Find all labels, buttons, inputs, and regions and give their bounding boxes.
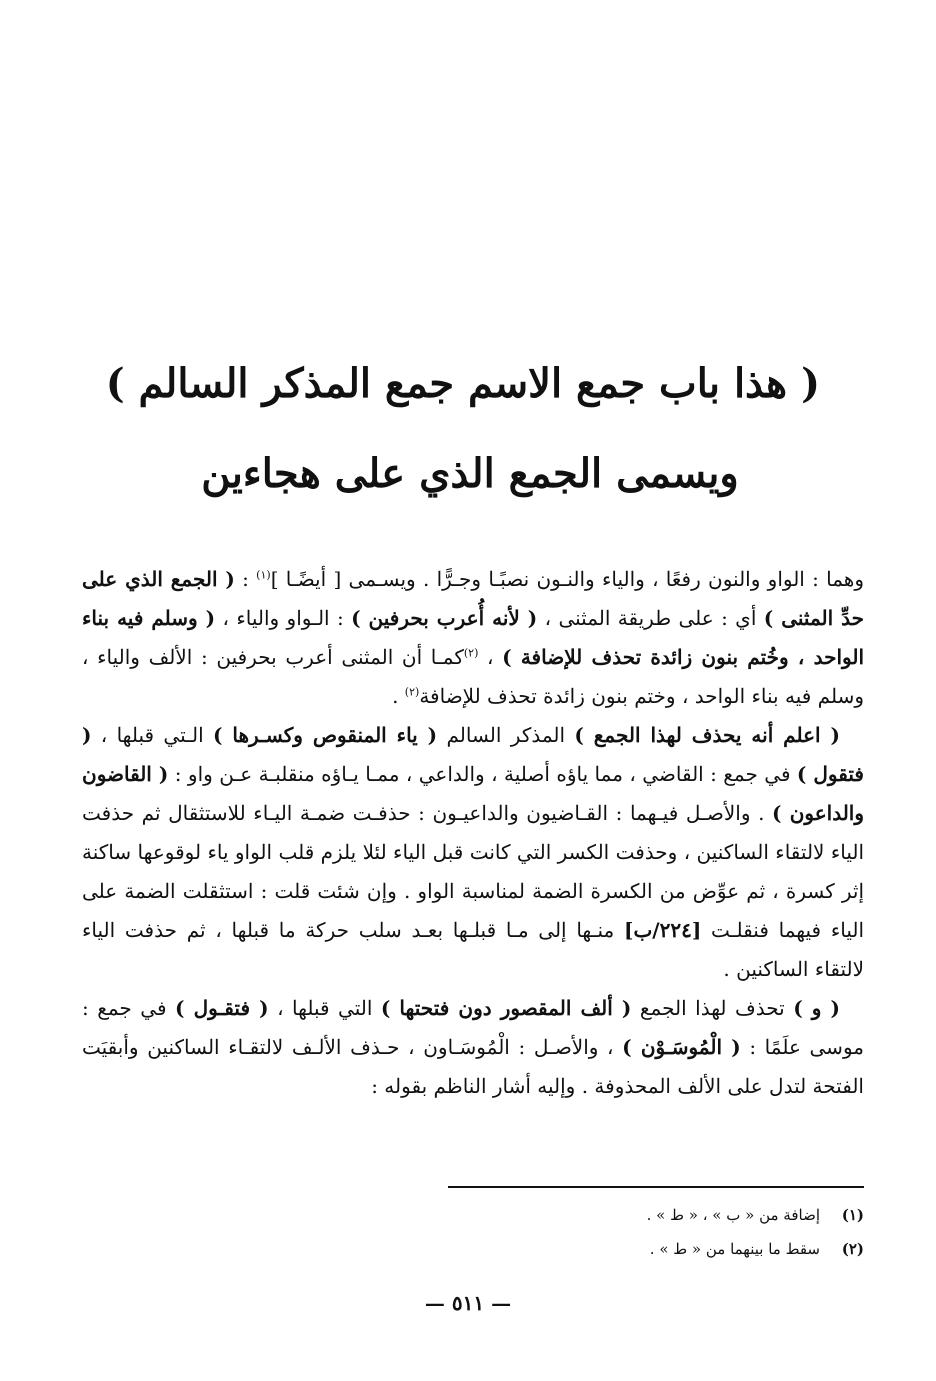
matn-text: [٢٢٤/ب] <box>624 918 702 942</box>
footnote-text: سقط ما بينهما من « ط » . <box>649 1240 820 1258</box>
matn-text: ( القاضون والداعون ) <box>82 762 865 825</box>
commentary-text: : <box>234 567 257 591</box>
matn-text: ( اعلم أنه يحذف لهذا الجمع ) <box>574 723 840 747</box>
commentary-text: ، <box>478 645 503 669</box>
paragraph <box>82 716 864 989</box>
paragraph <box>82 560 864 716</box>
footnote-ref: (٢) <box>463 646 479 660</box>
commentary-text: . <box>392 684 405 708</box>
page-number: — ٥١١ — <box>424 1291 512 1315</box>
matn-text: ( الْمُوسَـوْن ) <box>622 1035 741 1059</box>
footnotes <box>300 1198 864 1266</box>
chapter-title: ( هذا باب جمع الاسم جمع المذكر السالم ) <box>105 360 820 407</box>
body-text <box>82 560 864 1106</box>
commentary-text: منـها إلى مـا قبلـها بعـد سلب حركة ما قبلها ، ثم حذفت الياء لالتقاء الساكنين . <box>82 918 864 981</box>
footnote <box>300 1232 864 1266</box>
commentary-text: الـتي قبلها ، <box>91 723 213 747</box>
commentary-text: في جمع : القاضي ، مما ياؤه أصلية ، والداعي ، ممـا يـاؤه منقلبـة عـن واو : <box>168 762 797 786</box>
commentary-text: : الـواو والياء ، <box>215 606 352 630</box>
commentary-text: كمـا أن المثنى أعرب بحرفين : الألف والياء ، وسلم فيه بناء الواحد ، وختم بنون زائدة تحذف للإضافة <box>82 645 864 708</box>
matn-text: ( و ) <box>793 996 840 1020</box>
commentary-text: ، والأصـل : الْمُوسَـاون ، حـذف الألـف لالتقـاء الساكنين وأبقيَت الفتحة لتدل على الألف المحذوفة . وإليه أشار الناظم بقوله : <box>82 1035 864 1098</box>
matn-text: ( فتقـول ) <box>175 996 269 1020</box>
matn-text: ( وسلم فيه بناء الواحد ، وخُتم بنون زائدة تحذف للإضافة ) <box>82 606 865 669</box>
commentary-text: المذكر السالم <box>437 723 575 747</box>
commentary-text: وهما : الواو والنون رفعًا ، والياء والنـون نصبًـا وجـرًّا . ويسـمى [ أيضًـا ] <box>270 567 865 591</box>
commentary-text: أي : على طريقة المثنى ، <box>537 606 764 630</box>
commentary-text: تحذف لهذا الجمع <box>631 996 794 1020</box>
commentary-text: التي قبلها ، <box>268 996 381 1020</box>
matn-text: ( فتقول ) <box>82 723 864 786</box>
matn-text: ( لأنه أُعرب بحرفين ) <box>351 606 538 630</box>
commentary-text: في جمع : موسى علَمًا : <box>82 996 864 1059</box>
footnote-ref: (١) <box>256 568 271 582</box>
footnote-number: (١) <box>841 1206 864 1224</box>
footnote-text: إضافة من « ب » ، « ط » . <box>646 1206 820 1224</box>
matn-text: ( ياء المنقوص وكسـرها ) <box>212 723 438 747</box>
footnote-separator <box>448 1186 864 1188</box>
matn-text: ( الجمع الذي على حدِّ المثنى ) <box>82 567 864 630</box>
footnote-ref: (٢) <box>404 685 420 699</box>
footnote-number: (٢) <box>841 1240 864 1258</box>
matn-text: ( ألف المقصور دون فتحتها ) <box>380 996 632 1020</box>
chapter-subtitle: ويسمى الجمع الذي على هجاءين <box>201 450 739 497</box>
paragraph <box>82 989 864 1106</box>
footnote <box>300 1198 864 1232</box>
commentary-text: . والأصـل فيـهما : القـاضيون والداعيـون : حذفـت ضمـة اليـاء للاستثقال ثم حذفت الياء لالتقاء الساكنين ، وحذفت الكسر التي كانت قبل الياء لئلا يلزم قلب الواو ياء لوقوعها ساكنة إثر كسرة ، ثم عوِّض من الكسرة الضمة لمناسبة الواو . وإن شئت قلت : استثقلت الضمة على الياء فيهما فنقلـت <box>82 801 865 942</box>
